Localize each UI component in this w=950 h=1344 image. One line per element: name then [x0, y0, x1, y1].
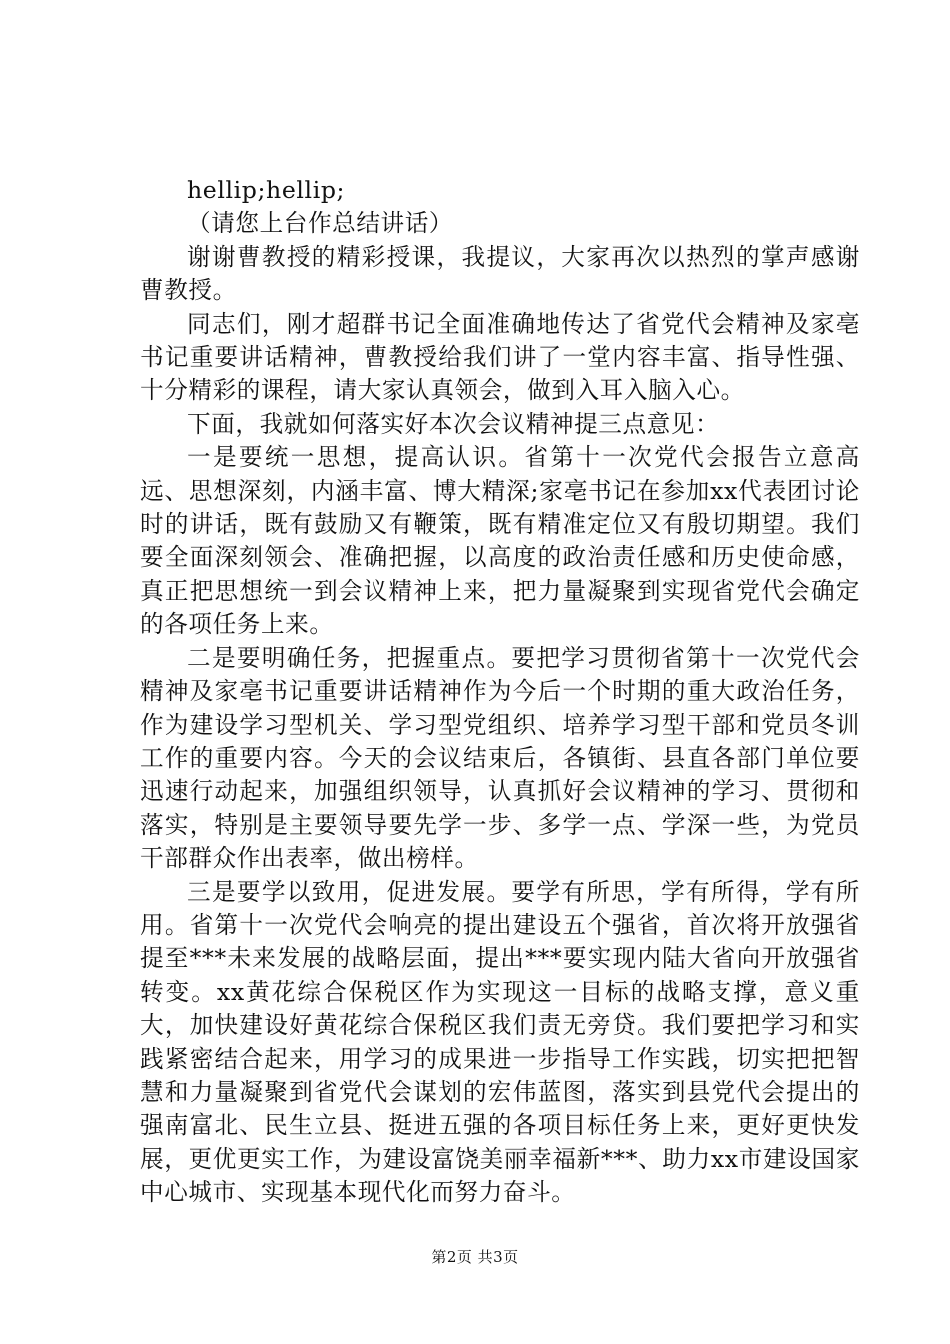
document-body [140, 174, 860, 1210]
paragraph-intro-points: 下面，我就如何落实好本次会议精神提三点意见： [187, 409, 720, 438]
paragraph-stage-note: （请您上台作总结讲话） [187, 209, 454, 238]
page-footer: 第2页 共3页 [431, 1248, 519, 1266]
paragraph-ellipsis: hellip;hellip; [187, 176, 346, 204]
paragraph-point-two: 二是要明确任务，把握重点。要把学习贯彻省第十一次党代会精神及家亳书记重要讲话精神作为今后一个时期的重大政治任务，作为建设学习型机关、学习型党组织、培养学习型干部和党员冬训工作的重要内容。今天的会议结束后，各镇街、县直各部门单位要迅速行动起来，加强组织领导，认真抓好会议精神的学习、贯彻和落实，特别是主要领导要先学一步、多学一点、学深一些，为党员干部群众作出表率，做出榜样。 [140, 643, 860, 873]
paragraph-comrades: 同志们，刚才超群书记全面准确地传达了省党代会精神及家亳书记重要讲话精神，曹教授给我们讲了一堂内容丰富、指导性强、十分精彩的课程，请大家认真领会，做到入耳入脑入心。 [140, 309, 860, 405]
paragraph-thanks: 谢谢曹教授的精彩授课，我提议，大家再次以热烈的掌声感谢曹教授。 [140, 242, 860, 305]
paragraph-point-three: 三是要学以致用，促进发展。要学有所思，学有所得，学有所用。省第十一次党代会响亮的提出建设五个强省，首次将开放强省提至***未来发展的战略层面，提出***要实现内陆大省向开放强省转变。xx黄花综合保税区作为实现这一目标的战略支撑，意义重大，加快建设好黄花综合保税区我们责无旁贷。我们要把学习和实践紧密结合起来，用学习的成果进一步指导工作实践，切实把把智慧和力量凝聚到省党代会谋划的宏伟蓝图，落实到县党代会提出的强南富北、民生立县、挺进五强的各项目标任务上来，更好更快发展，更优更实工作，为建设富饶美丽幸福新***、助力xx市建设国家中心城市、实现基本现代化而努力奋斗。 [140, 877, 860, 1207]
paragraph-point-one: 一是要统一思想，提高认识。省第十一次党代会报告立意高远、思想深刻，内涵丰富、博大精深;家亳书记在参加xx代表团讨论时的讲话，既有鼓励又有鞭策，既有精准定位又有殷切期望。我们要全面深刻领会、准确把握，以高度的政治责任感和历史使命感，真正把思想统一到会议精神上来，把力量凝聚到实现省党代会确定的各项任务上来。 [140, 443, 860, 639]
